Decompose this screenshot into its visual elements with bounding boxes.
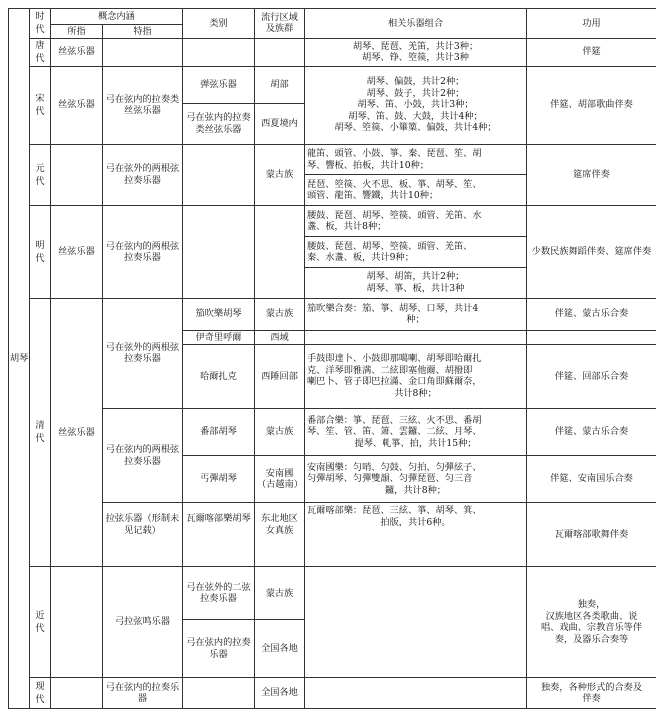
qing-combo-line: 克、洋琴即雅满、二絃即塞他爾、胡撥即 — [307, 364, 473, 376]
song-category-2: 弓在弦内的拉奏类丝弦乐器 — [183, 103, 255, 144]
song-combo-line: 胡琴、箜篌、小篳篥、偏鼓，共计4种； — [334, 122, 497, 134]
qing-region-b2: 安南國（古越南） — [255, 456, 305, 503]
jindai-function-line: 唱、戏曲、宗教音乐等伴 — [540, 622, 643, 634]
era-jindai-text: 近代 — [35, 610, 45, 635]
huqin-main-label — [9, 9, 30, 709]
song-referent: 丝弦乐器 — [51, 66, 103, 144]
yuan-region: 蒙古族 — [255, 144, 305, 206]
song-combo-line: 胡琴、笛、小鼓，共计3种； — [357, 99, 474, 111]
ming-combo-line: 胡琴、箏、板，共计3种 — [366, 282, 465, 294]
yuan-signified: 弓在弦外的两根弦拉奏乐器 — [103, 144, 183, 206]
yuan-combo-2 — [305, 175, 527, 206]
qing-combo-b2 — [305, 456, 527, 503]
qing-referent: 丝弦乐器 — [51, 298, 103, 566]
qing-combo-line: 匀彈胡琴、匀彈雙韻、匀彈琵琶、匀三音 — [307, 473, 473, 485]
qing-combo-line: 琴、笙、管、笛、箫、雲鑼、二絃、月琴、 — [307, 426, 482, 438]
qing-combo-a1 — [305, 298, 527, 330]
era-header-cell — [30, 9, 51, 39]
combo-header: 相关乐器组合 — [305, 9, 527, 39]
qing-region-c: 东北地区女真族 — [255, 503, 305, 567]
referent-header: 所指 — [51, 25, 103, 38]
region-header-line1: 流行区域 — [261, 11, 298, 23]
era-yuan — [30, 144, 51, 206]
region-header-line2: 及族群 — [265, 23, 294, 35]
qing-combo-line: 手鼓即達卜、小鼓即那噶喇、胡琴即哈爾扎 — [307, 353, 482, 365]
tang-combo-line: 胡琴、琵琶、羌笛，共计3种； — [352, 40, 479, 52]
ming-combo-line: 胡琴、胡笛，共计2种； — [366, 271, 465, 283]
xiandai-category — [183, 678, 255, 709]
qing-category-a1: 笳吹樂胡琴 — [183, 298, 255, 330]
xiandai-combo — [305, 678, 527, 709]
ming-combo-2 — [305, 237, 527, 268]
xiandai-region: 全国各地 — [255, 678, 305, 709]
jindai-referent — [51, 567, 103, 678]
song-combo-line: 胡琴、笛、鼓、大鼓，共计4种； — [348, 110, 483, 122]
yuan-function: 筵席伴奏 — [527, 144, 656, 206]
signified-header: 特指 — [103, 25, 183, 38]
era-song — [30, 66, 51, 144]
huqin-history-table — [8, 8, 656, 709]
region-header — [255, 9, 305, 39]
yuan-combo-1 — [305, 144, 527, 175]
qing-function-c: 瓦爾喀部歌舞伴奏 — [527, 503, 656, 567]
qing-function-b2: 伴筵、安南国乐合奏 — [527, 456, 656, 503]
qing-category-a3: 哈爾扎克 — [183, 345, 255, 409]
qing-combo-line: 瓦爾喀部樂：琵琶、三絃、箏、胡琴、箕、 — [307, 505, 482, 517]
song-signified: 弓在弦内的拉奏类丝弦乐器 — [103, 66, 183, 144]
era-tang-text: 唐代 — [35, 40, 45, 65]
qing-region-a3: 西陲回部 — [255, 345, 305, 409]
era-qing-text: 清代 — [35, 420, 45, 445]
jindai-region-1: 蒙古族 — [255, 567, 305, 620]
category-header: 类别 — [183, 9, 255, 39]
yuan-combo-line: 頭管、龍笛、響鐵，共计10种； — [307, 190, 439, 202]
era-jindai — [30, 567, 51, 678]
tang-category — [183, 38, 255, 66]
qing-region-a2: 西域 — [255, 330, 305, 344]
qing-category-c: 瓦爾喀部樂胡琴 — [183, 503, 255, 567]
song-category-1: 弹弦乐器 — [183, 66, 255, 103]
ming-region — [255, 206, 305, 298]
ming-combo-1 — [305, 206, 527, 237]
jindai-category-2: 弓在弦内的拉奏乐器 — [183, 620, 255, 678]
qing-combo-line: 拍版，共计6种。 — [380, 516, 451, 528]
qing-combo-line: 鑼，共计8种； — [385, 484, 446, 496]
jindai-signified: 弓拉弦鸣乐器 — [103, 567, 183, 678]
qing-category-b2: 丐彈胡琴 — [183, 456, 255, 503]
song-region-2: 西夏境内 — [255, 103, 305, 144]
qing-combo-line: 番部合樂：箏、琵琶、三絃、火不思、番胡 — [307, 414, 482, 426]
tang-combo-line: 胡琴、铮、箜篌，共计3种 — [362, 52, 469, 64]
era-header: 时代 — [35, 11, 45, 36]
jindai-function-line: 独奏， — [577, 599, 606, 611]
qing-combo-line: 安南國樂：匀哨、匀鼓、匀拍、匀彈絃子、 — [307, 461, 482, 473]
qing-signified-c: 拉弦乐器（形制未见记载） — [103, 503, 183, 567]
qing-combo-a2 — [305, 330, 527, 344]
qing-region-a1: 蒙古族 — [255, 298, 305, 330]
ming-combo-line: 腰鼓、琵琶、胡琴、箜篌、頭管、羌笛、 — [307, 240, 473, 252]
yuan-category — [183, 144, 255, 206]
era-qing — [30, 298, 51, 566]
tang-combo — [305, 38, 527, 66]
xiandai-signified: 弓在弦内的拉奏乐器 — [103, 678, 183, 709]
ming-category — [183, 206, 255, 298]
qing-combo-line: 共计8种； — [394, 387, 437, 399]
qing-signified-a: 弓在弦外的两根弦拉奏乐器 — [103, 298, 183, 408]
qing-signified-b: 弓在弦内的两根弦拉奏乐器 — [103, 408, 183, 503]
huqin-title: 胡琴 — [9, 352, 29, 364]
tang-region — [255, 38, 305, 66]
yuan-combo-line: 琵琶、箜篌、火不思、板、箏、胡琴、笙、 — [307, 178, 482, 190]
era-xiandai-text: 现代 — [35, 681, 45, 705]
song-combo — [305, 66, 527, 144]
song-region-1: 胡部 — [255, 66, 305, 103]
tang-signified — [103, 38, 183, 66]
era-tang — [30, 38, 51, 66]
song-function: 伴筵、胡部歌曲伴奏 — [527, 66, 656, 144]
qing-category-a2: 伊奇里呼爾 — [183, 330, 255, 344]
era-xiandai — [30, 678, 51, 709]
qing-combo-line: 种； — [406, 314, 425, 326]
era-song-text: 宋代 — [35, 93, 45, 118]
era-yuan-text: 元代 — [35, 162, 45, 187]
qing-function-a2 — [527, 330, 656, 344]
ming-combo-line: 秦、水盞、板，共计9种； — [307, 252, 414, 264]
ming-combo-3 — [305, 267, 527, 298]
concept-header: 概念内涵 — [51, 9, 183, 25]
era-ming-text: 明代 — [35, 240, 45, 265]
song-combo-line: 胡琴、鼓子，共计2种； — [366, 87, 465, 99]
ming-signified: 弓在弦内的两根弦拉奏乐器 — [103, 206, 183, 298]
xiandai-function — [527, 678, 656, 709]
ming-referent: 丝弦乐器 — [51, 206, 103, 298]
era-ming — [30, 206, 51, 298]
xiandai-referent — [51, 678, 103, 709]
ming-combo-line: 腰鼓、琵琶、胡琴、箜篌、頭管、羌笛、水 — [307, 209, 482, 221]
qing-function-a1: 伴筵、蒙古乐合奏 — [527, 298, 656, 330]
qing-region-b1: 蒙古族 — [255, 408, 305, 455]
qing-combo-line: 提琴、軋箏、拍，共计15种； — [354, 437, 477, 449]
ming-function: 少数民族舞蹈伴奏、筵席伴奏 — [527, 206, 656, 298]
yuan-referent — [51, 144, 103, 206]
qing-combo-line: 喇巴卜、管子即巴拉滿、金口角即蘇爾奈， — [307, 376, 482, 388]
jindai-combo — [305, 567, 527, 678]
tang-referent: 丝弦乐器 — [51, 38, 103, 66]
qing-combo-line: 笳吹樂合奏：笳、箏、胡琴、口琴，共计4 — [307, 302, 479, 314]
qing-combo-b1 — [305, 408, 527, 455]
function-header: 功用 — [527, 9, 656, 39]
jindai-function-line: 奏，及器乐合奏等 — [554, 633, 629, 645]
xiandai-function-line: 伴奏 — [582, 693, 601, 704]
jindai-function — [527, 567, 656, 678]
ming-combo-line: 盞、板，共计8种； — [307, 221, 387, 233]
qing-function-a3: 伴筵、回部乐合奏 — [527, 345, 656, 409]
qing-combo-a3 — [305, 345, 527, 409]
qing-function-b1: 伴筵、蒙古乐合奏 — [527, 408, 656, 455]
qing-category-b1: 番部胡琴 — [183, 408, 255, 455]
qing-combo-c — [305, 503, 527, 567]
xiandai-function-line: 独奏，各种形式的合奏及 — [540, 681, 643, 693]
tang-function: 伴筵 — [527, 38, 656, 66]
yuan-combo-line: 龍笛、頭管、小鼓、箏、秦、琵琶、笙、胡 — [307, 148, 482, 160]
jindai-region-2: 全国各地 — [255, 620, 305, 678]
jindai-category-1: 弓在弦外的二弦拉奏乐器 — [183, 567, 255, 620]
song-combo-line: 胡琴、偏鼓，共计2种； — [366, 76, 465, 88]
yuan-combo-line: 琴、響板、拍板，共计10种； — [307, 159, 429, 171]
jindai-function-line: 汉族地区各类歌曲、说 — [545, 610, 638, 622]
